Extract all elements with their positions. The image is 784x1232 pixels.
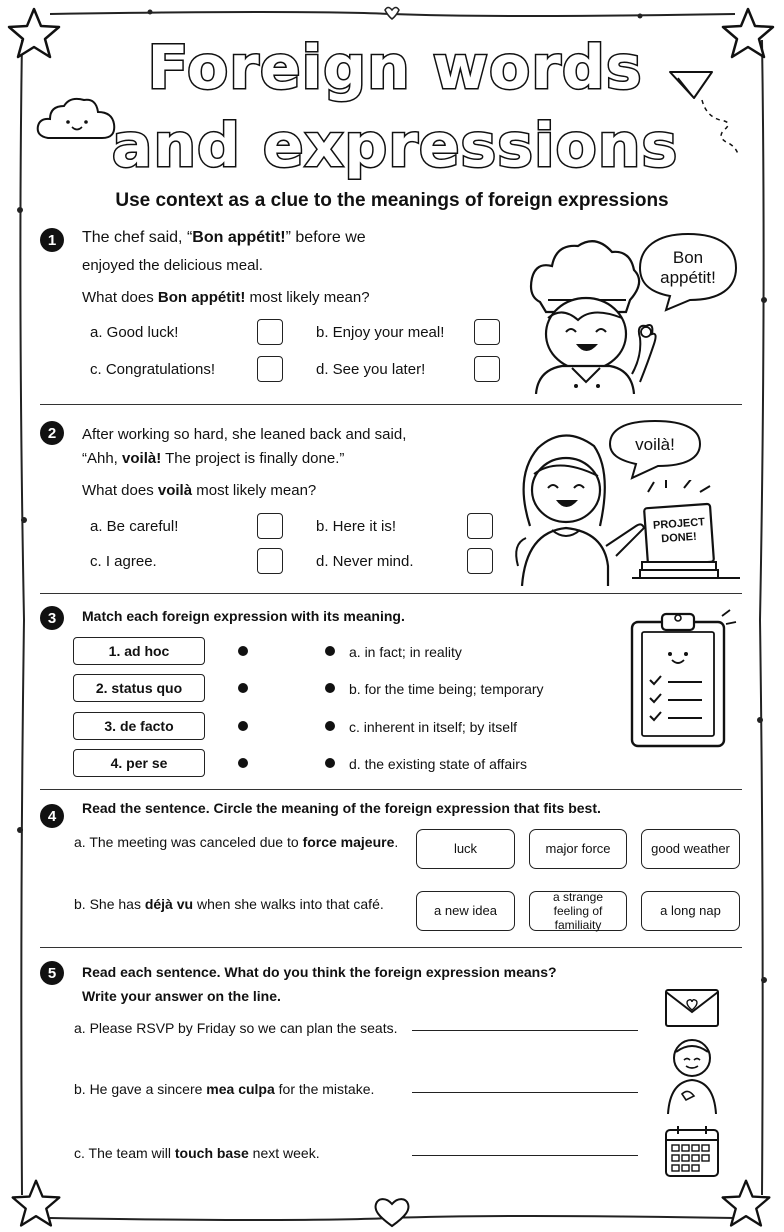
question-number: 5 (40, 961, 64, 985)
page-title (100, 22, 690, 182)
meaning-label: c. inherent in itself; by itself (349, 719, 518, 735)
section-divider (40, 789, 742, 790)
sentence-text: b. He gave a sincere mea culpa for the mistake. (74, 1081, 375, 1097)
option-checkbox[interactable] (474, 319, 500, 345)
question-number: 3 (40, 606, 64, 630)
sign-text: PROJECT (652, 516, 706, 532)
option-label: a. Good luck! (90, 324, 179, 341)
speech-bubble-text: voilà! (635, 435, 675, 454)
clipboard-icon (622, 606, 742, 752)
match-dot[interactable] (325, 646, 335, 656)
star-icon (4, 4, 64, 64)
sentence-text: a. The meeting was canceled due to force majeure. (74, 834, 399, 850)
term-box[interactable]: 3. de facto (73, 712, 205, 740)
match-dot[interactable] (325, 721, 335, 731)
envelope-icon (664, 988, 720, 1028)
option-checkbox[interactable] (257, 319, 283, 345)
option-label: a. Be careful! (90, 518, 179, 535)
title-line-1: Foreign words (147, 33, 643, 103)
question-number: 1 (40, 228, 64, 252)
option-checkbox[interactable] (474, 356, 500, 382)
sentence-text: c. The team will touch base next week. (74, 1145, 320, 1161)
answer-line[interactable] (412, 1092, 638, 1093)
term-box[interactable]: 4. per se (73, 749, 205, 777)
sentence-text: b. She has déjà vu when she walks into that café. (74, 896, 384, 912)
option-checkbox[interactable] (467, 548, 493, 574)
answer-choice[interactable]: major force (529, 829, 627, 869)
question-text: enjoyed the delicious meal. (82, 257, 263, 274)
answer-choice[interactable]: a strange feeling of familiaity (529, 891, 627, 931)
question-text: After working so hard, she leaned back and said, (82, 426, 407, 443)
match-dot[interactable] (238, 721, 248, 731)
term-box[interactable]: 1. ad hoc (73, 637, 205, 665)
option-label: c. Congratulations! (90, 361, 216, 378)
calendar-icon (664, 1124, 720, 1178)
question-prompt: What does Bon appétit! most likely mean? (82, 289, 370, 306)
instruction-text: Read the sentence. Circle the meaning of the foreign expression that fits best. (82, 800, 601, 816)
answer-line[interactable] (412, 1155, 638, 1156)
speech-bubble-text: appétit! (660, 268, 716, 287)
term-box[interactable]: 2. status quo (73, 674, 205, 702)
option-label: c. I agree. (90, 553, 157, 570)
option-label: b. Here it is! (316, 518, 397, 535)
match-dot[interactable] (238, 646, 248, 656)
option-label: d. Never mind. (316, 553, 414, 570)
instruction-text: Read each sentence. What do you think the foreign expression means? (82, 964, 557, 980)
star-icon (8, 1176, 64, 1232)
option-label: b. Enjoy your meal! (316, 324, 445, 341)
meaning-label: a. in fact; in reality (349, 644, 462, 660)
title-line-2: and expressions (111, 111, 679, 181)
question-prompt: What does voilà most likely mean? (82, 482, 317, 499)
star-icon (718, 4, 778, 64)
question-number: 2 (40, 421, 64, 445)
meaning-label: d. the existing state of affairs (349, 756, 527, 772)
option-checkbox[interactable] (257, 356, 283, 382)
match-dot[interactable] (238, 758, 248, 768)
answer-choice[interactable]: good weather (641, 829, 740, 869)
heart-icon (372, 1196, 412, 1230)
answer-choice[interactable]: a new idea (416, 891, 515, 931)
match-dot[interactable] (238, 683, 248, 693)
question-text: The chef said, “Bon appétit!” before we (82, 229, 366, 246)
option-checkbox[interactable] (257, 513, 283, 539)
page-subtitle: Use context as a clue to the meanings of foreign expressions (115, 190, 669, 211)
answer-line[interactable] (412, 1030, 638, 1031)
person-icon (664, 1036, 720, 1114)
instruction-text: Match each foreign expression with its meaning. (82, 608, 405, 624)
option-label: d. See you later! (316, 361, 426, 378)
answer-choice[interactable]: luck (416, 829, 515, 869)
section-divider (40, 947, 742, 948)
instruction-text: Write your answer on the line. (82, 988, 281, 1004)
option-checkbox[interactable] (467, 513, 493, 539)
speech-bubble-text: Bon (672, 248, 704, 267)
section-divider (40, 404, 742, 405)
question-number: 4 (40, 804, 64, 828)
star-icon (718, 1176, 774, 1232)
question-text: “Ahh, voilà! The project is finally done.” (82, 450, 345, 467)
meaning-label: b. for the time being; temporary (349, 681, 544, 697)
sentence-text: a. Please RSVP by Friday so we can plan the seats. (74, 1020, 398, 1036)
sign-text: DONE! (660, 530, 698, 546)
match-dot[interactable] (325, 683, 335, 693)
answer-choice[interactable]: a long nap (641, 891, 740, 931)
match-dot[interactable] (325, 758, 335, 768)
option-checkbox[interactable] (257, 548, 283, 574)
section-divider (40, 593, 742, 594)
